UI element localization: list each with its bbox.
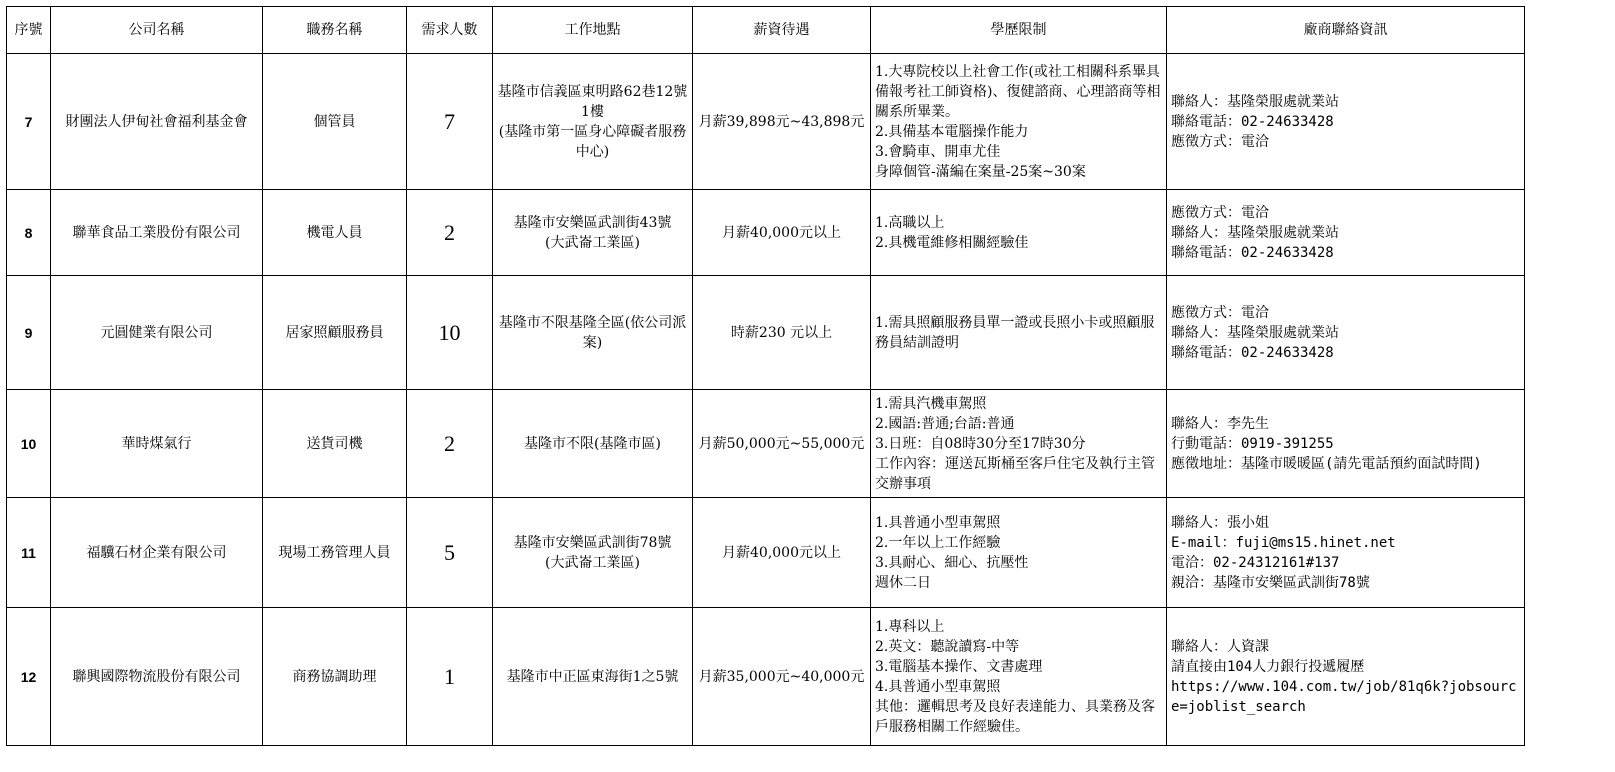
location-line: 基隆市不限基隆全區(依公司派案) — [498, 314, 687, 351]
table-row — [7, 390, 1525, 498]
header-contact: 廠商聯絡資訊 — [1167, 7, 1525, 54]
contact-line: 電洽：02-24312161#137 — [1171, 554, 1340, 571]
location-line: 基隆市信義區東明路62巷12號1樓 — [497, 83, 688, 120]
location-line: (大武崙工業區) — [545, 234, 640, 251]
position-cell — [263, 498, 407, 608]
salary-cell — [693, 276, 871, 390]
location-cell — [493, 190, 693, 276]
requirement-line: 3.具耐心、細心、抗壓性 — [875, 554, 1029, 571]
position-name: 個管員 — [313, 113, 356, 130]
location-line: 基隆市中正區東海街1之5號 — [506, 668, 679, 685]
contact-line: 聯絡人：人資課 — [1171, 638, 1269, 655]
requirement-line: 3.日班：自08時30分至17時30分 — [875, 435, 1086, 452]
row-seq — [7, 190, 51, 276]
table-row — [7, 190, 1525, 276]
salary: 月薪39,898元~43,898元 — [698, 113, 865, 130]
location-line: 基隆市安樂區武訓街43號 — [513, 214, 672, 231]
location-cell — [493, 390, 693, 498]
company-name-cell — [51, 498, 263, 608]
salary-cell — [693, 190, 871, 276]
headcount-cell — [407, 276, 493, 390]
seq-number: 10 — [20, 435, 37, 452]
company-name-cell — [51, 54, 263, 190]
contact-cell — [1167, 390, 1525, 498]
requirement-line: 其他：邏輯思考及良好表達能力、具業務及客戶服務相關工作經驗佳。 — [875, 698, 1155, 735]
header-location: 工作地點 — [493, 7, 693, 54]
company-name-cell — [51, 190, 263, 276]
headcount: 10 — [438, 319, 461, 345]
headcount-cell — [407, 390, 493, 498]
company-name: 財團法人伊甸社會福利基金會 — [65, 113, 248, 130]
requirement-line: 2.具備基本電腦操作能力 — [875, 123, 1029, 140]
company-name: 福驥石材企業有限公司 — [86, 544, 227, 561]
requirement-line: 2.國語:普通;台語:普通 — [875, 415, 1015, 432]
requirement-line: 1.需具汽機車駕照 — [875, 395, 987, 412]
salary: 月薪40,000元以上 — [722, 224, 841, 241]
requirement-line: 身障個管-滿編在案量-25案~30案 — [875, 163, 1086, 180]
location-cell — [493, 276, 693, 390]
table-row — [7, 54, 1525, 190]
row-seq — [7, 54, 51, 190]
location-cell — [493, 54, 693, 190]
contact-line: E-mail：fuji@ms15.hinet.net — [1171, 534, 1396, 551]
requirements-cell — [871, 190, 1167, 276]
header-requirements: 學歷限制 — [871, 7, 1167, 54]
contact-cell — [1167, 498, 1525, 608]
headcount: 7 — [444, 108, 455, 134]
header-salary: 薪資待遇 — [693, 7, 871, 54]
location-line: (基隆市第一區身心障礙者服務中心) — [498, 123, 687, 160]
company-name: 元圓健業有限公司 — [100, 324, 213, 341]
contact-line: 應徵方式：電洽 — [1171, 204, 1269, 221]
contact-line: 親洽：基隆市安樂區武訓街78號 — [1171, 574, 1370, 591]
requirement-line: 1.大專院校以上社會工作(或社工相關科系畢具備報考社工師資格)、復健諮商、心理諮商等相關系所畢業。 — [875, 63, 1161, 120]
location-cell — [493, 608, 693, 746]
contact-line: 聯絡人：基隆榮服處就業站 — [1171, 93, 1339, 110]
position-name: 商務協調助理 — [292, 668, 377, 685]
headcount-cell — [407, 190, 493, 276]
table-row — [7, 276, 1525, 390]
headcount-cell — [407, 54, 493, 190]
contact-line: 應徵方式：電洽 — [1171, 133, 1269, 150]
contact-line: 聯絡人：基隆榮服處就業站 — [1171, 224, 1339, 241]
position-cell — [263, 276, 407, 390]
contact-line: 請直接由104人力銀行投遞履歷 — [1171, 658, 1365, 675]
contact-cell — [1167, 54, 1525, 190]
requirement-line: 2.具機電維修相關經驗佳 — [875, 234, 1029, 251]
position-name: 機電人員 — [306, 224, 363, 241]
salary-cell — [693, 498, 871, 608]
row-seq — [7, 276, 51, 390]
headcount-cell — [407, 498, 493, 608]
location-line: 基隆市不限(基隆市區) — [524, 435, 661, 452]
salary: 時薪230 元以上 — [730, 324, 833, 341]
header-row — [7, 7, 1525, 54]
row-seq — [7, 608, 51, 746]
table-row — [7, 608, 1525, 746]
requirement-line: 週休二日 — [875, 574, 931, 591]
headcount: 5 — [444, 539, 455, 565]
header-company: 公司名稱 — [51, 7, 263, 54]
salary-cell — [693, 54, 871, 190]
contact-cell — [1167, 276, 1525, 390]
requirement-line: 1.高職以上 — [875, 214, 945, 231]
location-cell — [493, 498, 693, 608]
company-name: 華時煤氣行 — [121, 435, 192, 452]
salary-cell — [693, 390, 871, 498]
position-cell — [263, 190, 407, 276]
contact-cell — [1167, 608, 1525, 746]
contact-line: 應徵方式：電洽 — [1171, 304, 1269, 321]
seq-number: 12 — [20, 668, 37, 685]
company-name: 聯華食品工業股份有限公司 — [72, 224, 241, 241]
contact-line: 聯絡電話：02-24633428 — [1171, 344, 1334, 361]
location-line: (大武崙工業區) — [545, 554, 640, 571]
position-cell — [263, 54, 407, 190]
position-name: 送貨司機 — [306, 435, 363, 452]
location-line: 基隆市安樂區武訓街78號 — [513, 534, 672, 551]
headcount: 2 — [444, 430, 455, 456]
seq-number: 11 — [21, 544, 36, 561]
contact-line: 聯絡電話：02-24633428 — [1171, 244, 1334, 261]
contact-line: 聯絡人：基隆榮服處就業站 — [1171, 324, 1339, 341]
table-row — [7, 498, 1525, 608]
company-name-cell — [51, 608, 263, 746]
requirement-line: 3.會騎車、開車尤佳 — [875, 143, 1001, 160]
requirement-line: 3.電腦基本操作、文書處理 — [875, 658, 1043, 675]
job-listing-table — [6, 6, 1525, 746]
requirement-line: 4.具普通小型車駕照 — [875, 678, 1001, 695]
requirement-line: 2.一年以上工作經驗 — [875, 534, 1001, 551]
requirement-line: 工作內容：運送瓦斯桶至客戶住宅及執行主管交辦事項 — [875, 455, 1155, 492]
headcount: 2 — [444, 219, 455, 245]
contact-line: 聯絡人：李先生 — [1171, 415, 1269, 432]
seq-number: 7 — [24, 113, 33, 130]
company-name-cell — [51, 276, 263, 390]
contact-line: 聯絡電話：02-24633428 — [1171, 113, 1334, 130]
row-seq — [7, 498, 51, 608]
header-position: 職務名稱 — [263, 7, 407, 54]
header-count: 需求人數 — [407, 7, 493, 54]
salary: 月薪50,000元~55,000元 — [698, 435, 865, 452]
seq-number: 9 — [24, 324, 33, 341]
header-seq: 序號 — [7, 7, 51, 54]
position-cell — [263, 608, 407, 746]
contact-line: https://www.104.com.tw/job/81q6k?jobsource=joblist_search — [1171, 678, 1517, 715]
company-name-cell — [51, 390, 263, 498]
requirements-cell — [871, 608, 1167, 746]
salary: 月薪40,000元以上 — [722, 544, 841, 561]
requirements-cell — [871, 498, 1167, 608]
requirements-cell — [871, 390, 1167, 498]
contact-line: 聯絡人：張小姐 — [1171, 514, 1269, 531]
contact-line: 應徵地址：基隆市暖暖區(請先電話預約面試時間) — [1171, 455, 1482, 472]
requirement-line: 2.英文：聽說讀寫-中等 — [875, 638, 1020, 655]
seq-number: 8 — [24, 224, 33, 241]
company-name: 聯興國際物流股份有限公司 — [72, 668, 241, 685]
requirements-cell — [871, 276, 1167, 390]
headcount-cell — [407, 608, 493, 746]
position-cell — [263, 390, 407, 498]
salary-cell — [693, 608, 871, 746]
position-name: 現場工務管理人員 — [278, 544, 391, 561]
contact-cell — [1167, 190, 1525, 276]
salary: 月薪35,000元~40,000元 — [698, 668, 865, 685]
requirement-line: 1.需具照顧服務員單一證或長照小卡或照顧服務員結訓證明 — [875, 314, 1155, 351]
contact-line: 行動電話：0919-391255 — [1171, 435, 1334, 452]
headcount: 1 — [444, 663, 455, 689]
requirement-line: 1.具普通小型車駕照 — [875, 514, 1001, 531]
position-name: 居家照顧服務員 — [285, 324, 384, 341]
requirements-cell — [871, 54, 1167, 190]
requirement-line: 1.專科以上 — [875, 618, 945, 635]
row-seq — [7, 390, 51, 498]
